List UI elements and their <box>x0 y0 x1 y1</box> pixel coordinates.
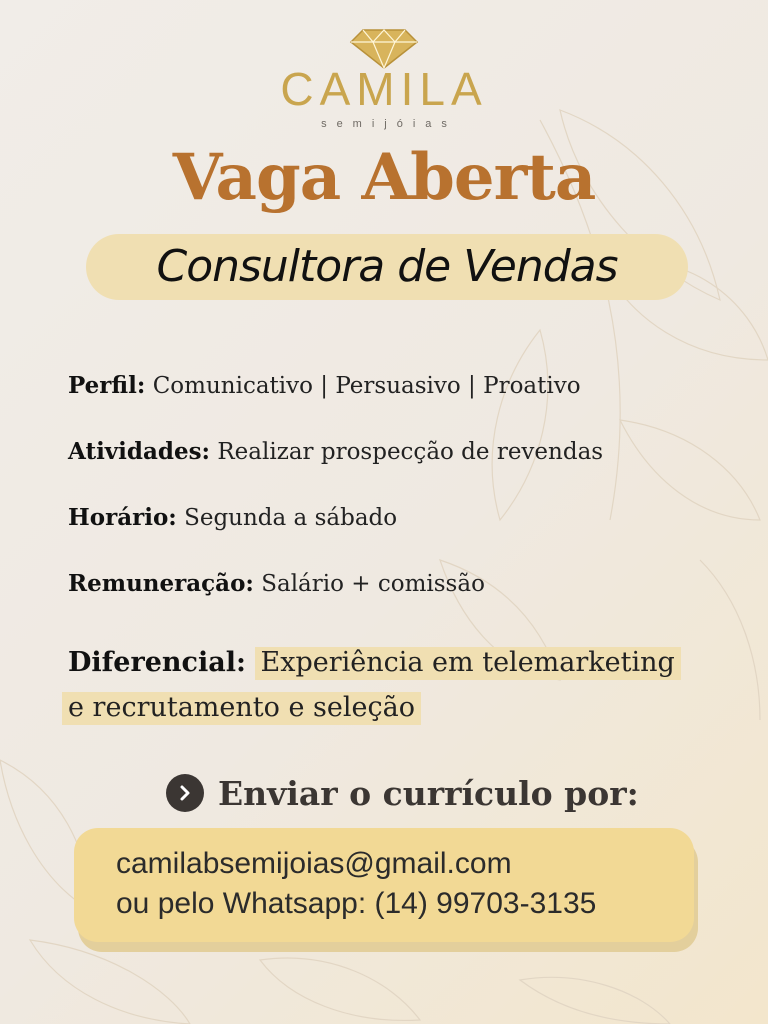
role-title: Consultora de Vendas <box>156 241 618 292</box>
differential-line1: Experiência em telemarketing <box>255 647 681 680</box>
contact-whatsapp[interactable]: ou pelo Whatsapp: (14) 99703-3135 <box>116 887 597 920</box>
differential <box>68 640 728 730</box>
chevron-right-icon <box>166 774 204 812</box>
detail-compensation <box>68 570 728 636</box>
brand-name: CAMILA <box>280 63 488 115</box>
differential-label: Diferencial: <box>68 647 246 678</box>
send-cv-label: Enviar o currículo por: <box>218 773 639 813</box>
detail-schedule <box>68 504 728 570</box>
job-details <box>68 372 728 636</box>
detail-label: Atividades: <box>68 438 211 465</box>
detail-label: Perfil: <box>68 372 146 399</box>
page-title: Vaga Aberta <box>172 140 596 215</box>
detail-value: Salário + comissão <box>261 571 485 597</box>
differential-line2: e recrutamento e seleção <box>62 692 421 725</box>
contact-card <box>74 828 694 942</box>
detail-activities <box>68 438 728 504</box>
detail-value: Realizar prospecção de revendas <box>217 439 604 465</box>
detail-value: Comunicativo | Persuasivo | Proativo <box>152 373 581 399</box>
send-cv-heading <box>166 768 639 818</box>
contact-email[interactable]: camilabsemijoias@gmail.com <box>116 847 512 880</box>
detail-profile <box>68 372 728 438</box>
detail-label: Horário: <box>68 504 177 531</box>
detail-label: Remuneração: <box>68 570 254 597</box>
brand-subtitle: semijóias <box>321 118 457 130</box>
detail-value: Segunda a sábado <box>184 505 398 531</box>
brand-logo <box>0 26 768 130</box>
